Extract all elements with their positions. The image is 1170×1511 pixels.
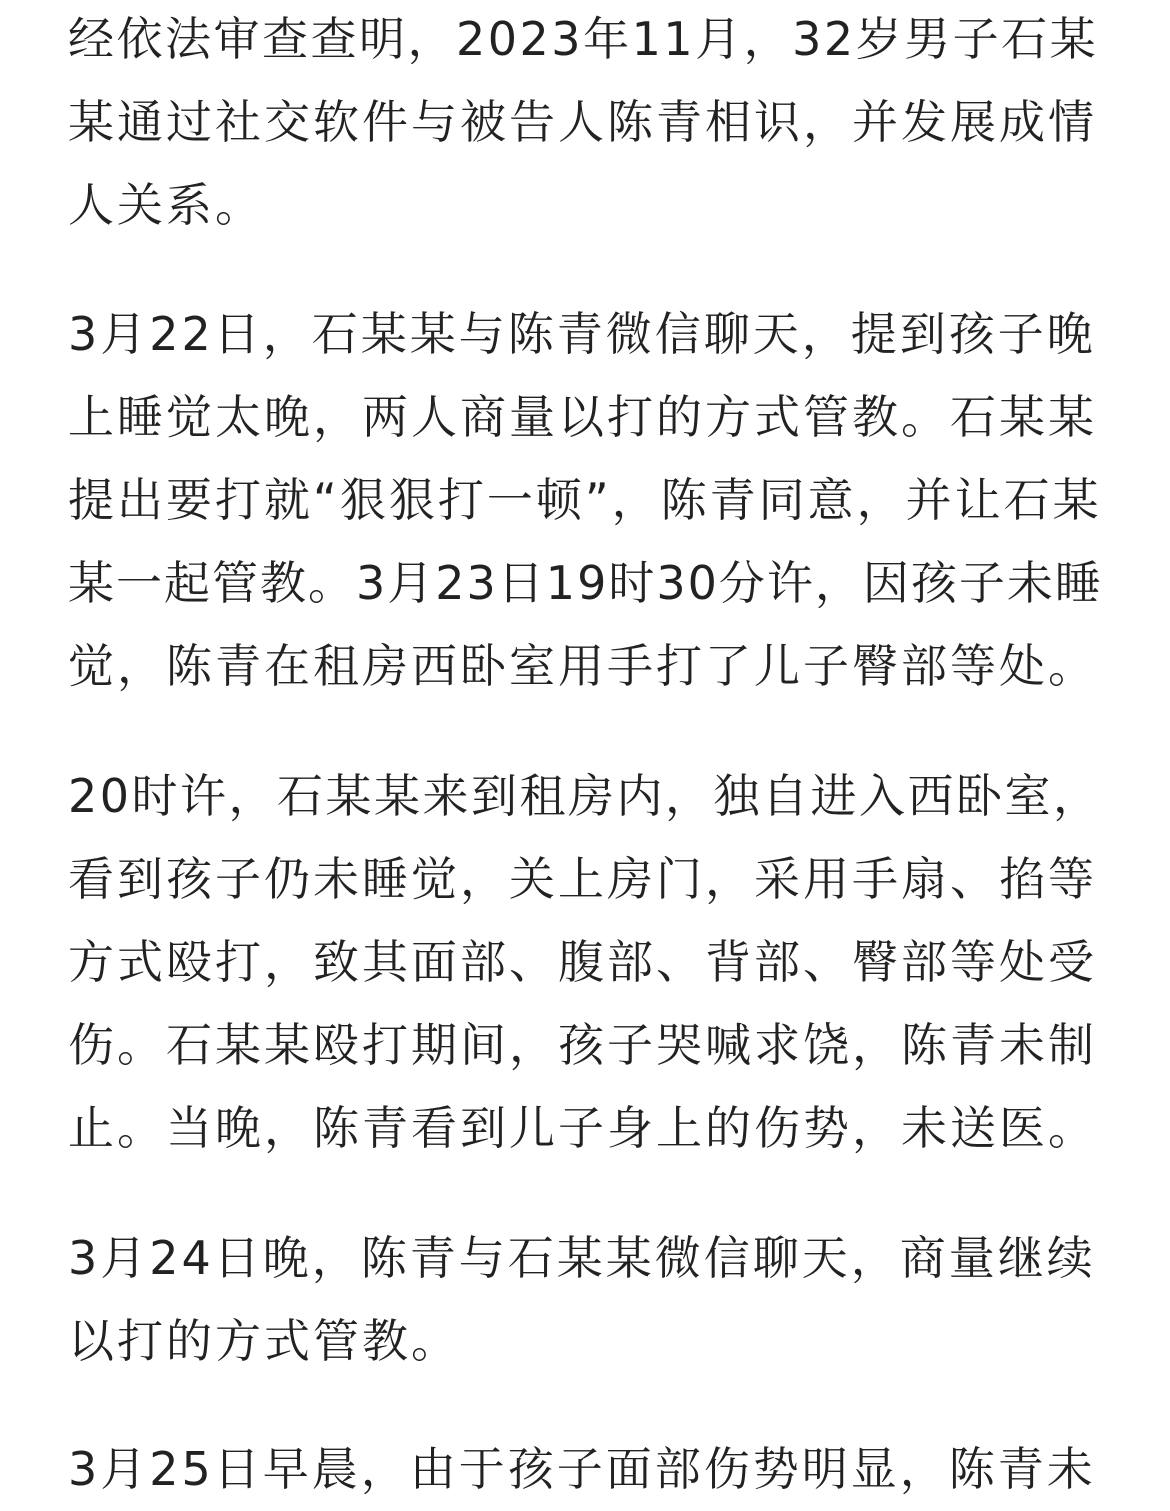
paragraph-3 bbox=[68, 755, 1108, 1170]
paragraph-1 bbox=[68, 0, 1108, 247]
paragraph-4 bbox=[68, 1217, 1108, 1383]
text-line: 某一起管教。3月23日19时30分许，因孩子未睡 bbox=[68, 556, 1103, 610]
text-line: 伤。石某某殴打期间，孩子哭喊求饶，陈青未制 bbox=[68, 1018, 1097, 1072]
text-line: 某通过社交软件与被告人陈青相识，并发展成情 bbox=[68, 95, 1097, 149]
text-line: 上睡觉太晚，两人商量以打的方式管教。石某某 bbox=[68, 390, 1097, 444]
text-line: 觉，陈青在租房西卧室用手打了儿子臀部等处。 bbox=[68, 639, 1097, 693]
text-line: 人关系。 bbox=[68, 178, 264, 232]
text-line: 20时许，石某某来到租房内，独自进入西卧室， bbox=[68, 769, 1102, 823]
text-line: 3月25日早晨，由于孩子面部伤势明显，陈青未 bbox=[68, 1442, 1096, 1496]
paragraph-2 bbox=[68, 293, 1108, 708]
text-line: 方式殴打，致其面部、腹部、背部、臀部等处受 bbox=[68, 935, 1097, 989]
text-line: 提出要打就“狠狠打一顿”，陈青同意，并让石某 bbox=[68, 473, 1102, 527]
text-line: 以打的方式管教。 bbox=[68, 1314, 460, 1368]
paragraph-5-partial bbox=[68, 1428, 1108, 1511]
text-line: 经依法审查查明，2023年11月，32岁男子石某 bbox=[68, 12, 1099, 66]
text-line: 3月22日，石某某与陈青微信聊天，提到孩子晚 bbox=[68, 307, 1096, 361]
text-line: 看到孩子仍未睡觉，关上房门，采用手扇、掐等 bbox=[68, 852, 1097, 906]
text-line: 3月24日晚，陈青与石某某微信聊天，商量继续 bbox=[68, 1231, 1096, 1285]
text-line: 止。当晚，陈青看到儿子身上的伤势，未送医。 bbox=[68, 1101, 1097, 1155]
